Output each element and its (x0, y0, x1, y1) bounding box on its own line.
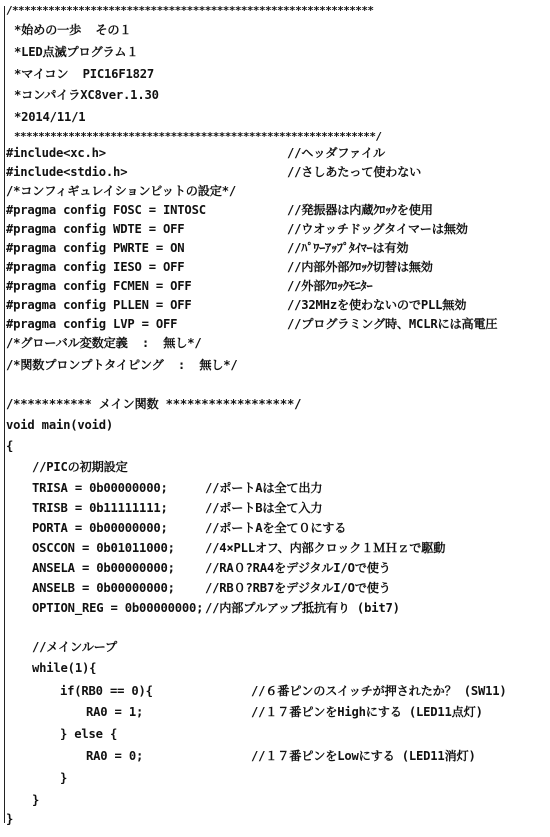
pragma-line: #pragma config PWRTE = ON (6, 241, 185, 255)
ra0-high-line: RA0 = 1; (86, 705, 144, 719)
if-line: if(RB0 == 0){ (60, 684, 153, 698)
init-comment-text: //ポートBは全て入力 (205, 501, 323, 515)
header-line: *コンパイラXC8ver.1.30 (14, 88, 159, 102)
if-comment: //６番ピンのスイッチが押されたか？ (SW11) (251, 684, 507, 698)
init-comment-text: //ポートAを全て０にする (205, 521, 347, 535)
pragma-comment: //ﾊﾟﾜｰｱｯﾌﾟﾀｲﾏｰは有効 (287, 241, 409, 255)
init-comment-text: //4×PLLオフ、内部クロック１ＭＨｚで駆動 (205, 541, 446, 555)
close-main-brace: } (6, 812, 14, 826)
close-while-brace: } (32, 793, 40, 807)
prototypes-comment: /*関数プロンプトタイピング : 無し*/ (6, 358, 238, 372)
init-line: OPTION_REG = 0b00000000; (32, 601, 204, 615)
pragma-comment: //ウオッチドッグタイマーは無効 (287, 222, 468, 236)
include-line: #include<xc.h> (6, 146, 106, 160)
globals-comment: /*グローバル変数定義 : 無し*/ (6, 336, 202, 350)
header-bottom-rule: ************************************************************/ (14, 130, 382, 143)
ra0-low-comment: //１７番ピンをLowにする (LED11消灯) (251, 749, 476, 763)
else-line: } else { (60, 727, 118, 741)
init-comment-text: //ポートAは全て出力 (205, 481, 323, 495)
pragma-comment: //外部ｸﾛｯｸﾓﾆﾀｰ (287, 279, 373, 293)
init-line: TRISB = 0b11111111; (32, 501, 168, 515)
header-line: *始めの一歩 その１ (14, 23, 132, 37)
pragma-line: #pragma config FCMEN = OFF (6, 279, 192, 293)
close-inner-brace: } (60, 771, 68, 785)
header-line: *LED点滅プログラム１ (14, 45, 139, 59)
pragma-comment: //内部外部ｸﾛｯｸ切替は無効 (287, 260, 433, 274)
pragma-line: #pragma config FOSC = INTOSC (6, 203, 206, 217)
init-line: ANSELA = 0b00000000; (32, 561, 175, 575)
header-top-rule: /************************************************************ (6, 4, 374, 17)
left-margin-rule (4, 6, 5, 823)
include-comment: //さしあたって使わない (287, 165, 422, 179)
pragma-line: #pragma config WDTE = OFF (6, 222, 185, 236)
loop-comment: //メインループ (32, 640, 118, 654)
pragma-comment: //プログラミング時、MCLRには高電圧 (287, 317, 498, 331)
init-line: PORTA = 0b00000000; (32, 521, 168, 535)
main-banner: /*********** メイン関数 ******************/ (6, 397, 302, 411)
init-comment: //PICの初期設定 (32, 460, 128, 474)
init-line: OSCCON = 0b01011000; (32, 541, 175, 555)
config-heading: /*コンフィギュレイションビットの設定*/ (6, 184, 237, 198)
include-line: #include<stdio.h> (6, 165, 128, 179)
init-line: TRISA = 0b00000000; (32, 481, 168, 495)
main-signature: void main(void) (6, 418, 114, 432)
init-comment-text: //RB０?RB7をデジタルI/Oで使う (205, 581, 391, 595)
init-comment-text: //RA０?RA4をデジタルI/Oで使う (205, 561, 391, 575)
pragma-comment: //発振器は内蔵ｸﾛｯｸを使用 (287, 203, 433, 217)
pragma-line: #pragma config PLLEN = OFF (6, 298, 192, 312)
while-line: while(1){ (32, 661, 97, 675)
header-line: *マイコン PIC16F1827 (14, 67, 155, 81)
pragma-line: #pragma config IESO = OFF (6, 260, 185, 274)
init-line: ANSELB = 0b00000000; (32, 581, 175, 595)
ra0-high-comment: //１７番ピンをHighにする (LED11点灯) (251, 705, 483, 719)
header-line: *2014/11/1 (14, 110, 86, 124)
include-comment: //ヘッダファイル (287, 146, 385, 160)
open-brace: { (6, 439, 14, 453)
init-comment-text: //内部プルアップ抵抗有り (bit7) (205, 601, 400, 615)
pragma-line: #pragma config LVP = OFF (6, 317, 178, 331)
pragma-comment: //32MHzを使わないのでPLL無効 (287, 298, 467, 312)
ra0-low-line: RA0 = 0; (86, 749, 144, 763)
